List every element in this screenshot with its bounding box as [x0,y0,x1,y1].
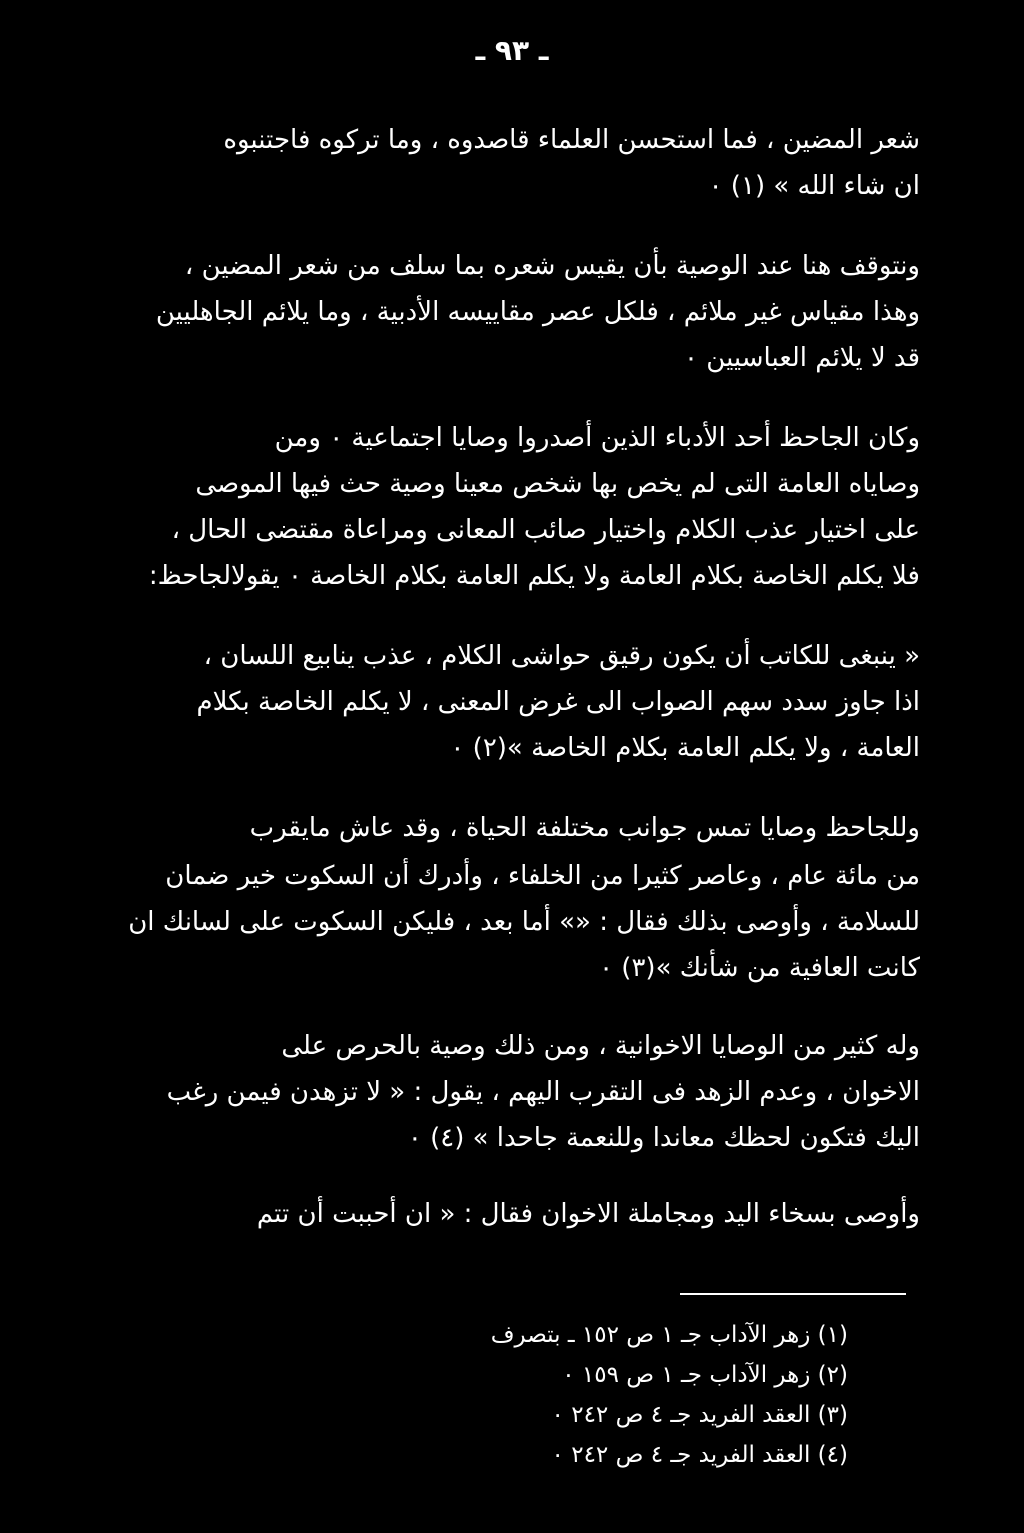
paragraph-5-line-3: للسلامة ، وأوصى بذلك فقال : «» أما بعد ، فليكن السكوت على لسانك ان [128,907,920,937]
paragraph-5-line-2: من مائة عام ، وعاصر كثيرا من الخلفاء ، وأدرك أن السكوت خير ضمان [165,861,920,891]
paragraph-4-line-3: العامة ، ولا يكلم العامة بكلام الخاصة »(٢) ٠ [450,733,920,763]
footnote-divider [680,1293,906,1295]
paragraph-4-line-2: اذا جاوز سدد سهم الصواب الى غرض المعنى ، لا يكلم الخاصة بكلام [196,687,920,717]
paragraph-2-line-3: قد لا يلائم العباسيين ٠ [684,343,920,373]
paragraph-3-line-1: وكان الجاحظ أحد الأدباء الذين أصدروا وصايا اجتماعية ٠ ومن [274,423,920,453]
paragraph-2-line-2: وهذا مقياس غير ملائم ، فلكل عصر مقاييسه الأدبية ، وما يلائم الجاهليين [155,297,920,327]
paragraph-6-line-1: وله كثير من الوصايا الاخوانية ، ومن ذلك وصية بالحرص على [281,1031,920,1061]
paragraph-6-line-2: الاخوان ، وعدم الزهد فى التقرب اليهم ، يقول : « لا تزهدن فيمن رغب [166,1077,920,1107]
paragraph-6-line-3: اليك فتكون لحظك معاندا وللنعمة جاحدا » (٤) ٠ [407,1123,920,1153]
paragraph-1-line-2: ان شاء الله » (١) ٠ [708,171,920,201]
footnote-1: (١) زهر الآداب جـ ١ ص ١٥٢ ـ بتصرف [490,1322,848,1348]
footnote-3: (٣) العقد الفريد جـ ٤ ص ٢٤٢ ٠ [551,1402,848,1428]
paragraph-3-line-4: فلا يكلم الخاصة بكلام العامة ولا يكلم العامة بكلام الخاصة ٠ يقولالجاحظ: [148,561,920,591]
footnote-2: (٢) زهر الآداب جـ ١ ص ١٥٩ ٠ [562,1362,848,1388]
paragraph-2-line-1: ونتوقف هنا عند الوصية بأن يقيس شعره بما سلف من شعر المضين ، [184,251,920,281]
paragraph-3-line-2: وصاياه العامة التى لم يخص بها شخص معينا وصية حث فيها الموصى [195,469,920,499]
paragraph-1-line-1: شعر المضين ، فما استحسن العلماء قاصدوه ، وما تركوه فاجتنبوه [223,125,920,155]
paragraph-5-line-4: كانت العافية من شأنك »(٣) ٠ [599,953,920,983]
paragraph-4-line-1: « ينبغى للكاتب أن يكون رقيق حواشى الكلام ، عذب ينابيع اللسان ، [203,641,920,671]
paragraph-5-line-1: وللجاحظ وصايا تمس جوانب مختلفة الحياة ، وقد عاش مايقرب [249,813,920,843]
paragraph-3-line-3: على اختيار عذب الكلام واختيار صائب المعانى ومراعاة مقتضى الحال ، [171,515,920,545]
paragraph-7-line-1: وأوصى بسخاء اليد ومجاملة الاخوان فقال : « ان أحببت أن تتم [256,1199,920,1229]
footnote-4: (٤) العقد الفريد جـ ٤ ص ٢٤٢ ٠ [551,1442,848,1468]
page-number: ـ ٩٣ ـ [475,34,549,67]
